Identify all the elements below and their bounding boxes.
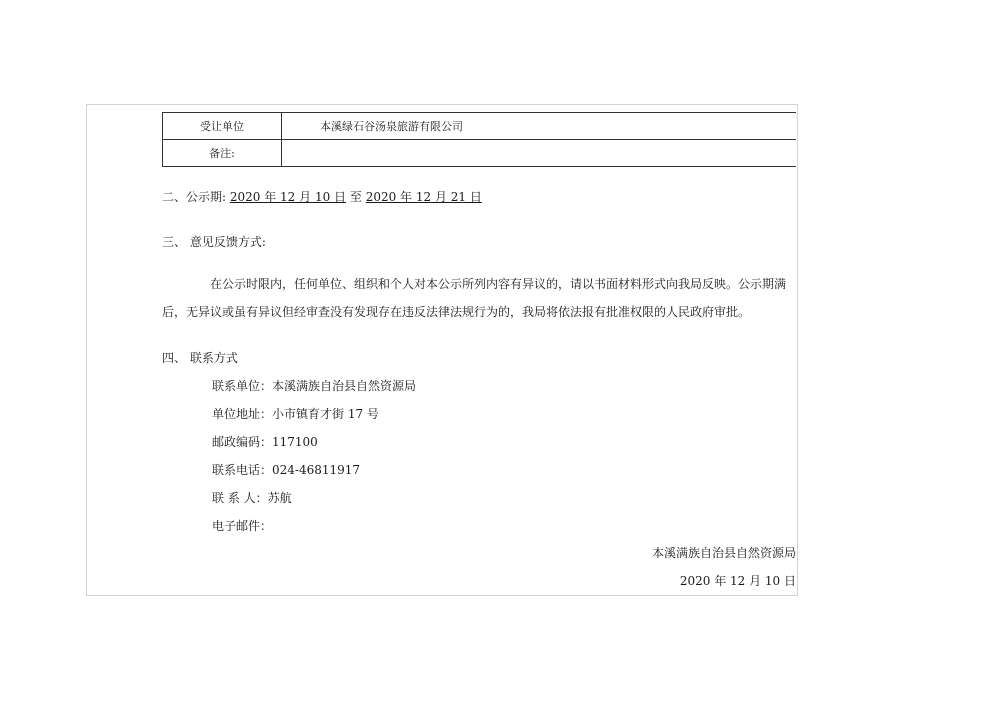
publicity-period [162,188,482,205]
contact-postcode: 邮政编码：117100 [212,435,318,449]
remarks-label: 备注: [163,140,282,167]
feedback-body: 在公示时限内，任何单位、组织和个人对本公示所列内容有异议的，请以书面材料形式向我局反映。公示期满后，无异议或虽有异议但经审查没有发现存在违反法律法规行为的，我局将依法报有批准权限的人民政府审批。 [162,277,787,319]
period-separator: 至 [349,190,362,204]
contact-address: 单位地址：小市镇育才街 17 号 [212,407,379,421]
transferee-label: 受让单位 [163,113,282,140]
contact-unit: 联系单位：本溪满族自治县自然资源局 [212,379,417,393]
period-prefix: 二、公示期: [162,190,227,204]
transfer-info-table [162,112,796,167]
table-row [163,140,797,167]
remarks-value [282,140,797,167]
transferee-value: 本溪绿石谷汤泉旅游有限公司 [282,113,797,140]
contact-person: 联 系 人：苏航 [212,491,292,505]
feedback-paragraph [162,270,798,326]
signature-org: 本溪满族自治县自然资源局 [651,546,796,560]
contact-heading: 四、 联系方式 [162,351,238,365]
period-start-date: 2020 年 12 月 10 日 [229,190,347,204]
table-row [163,113,797,140]
period-end-date: 2020 年 12 月 21 日 [365,190,482,204]
signature-date: 2020 年 12 月 10 日 [679,574,796,588]
contact-email: 电子邮件： [212,519,273,533]
contact-phone: 联系电话：024-46811917 [212,463,361,477]
feedback-heading: 三、 意见反馈方式: [162,235,266,249]
